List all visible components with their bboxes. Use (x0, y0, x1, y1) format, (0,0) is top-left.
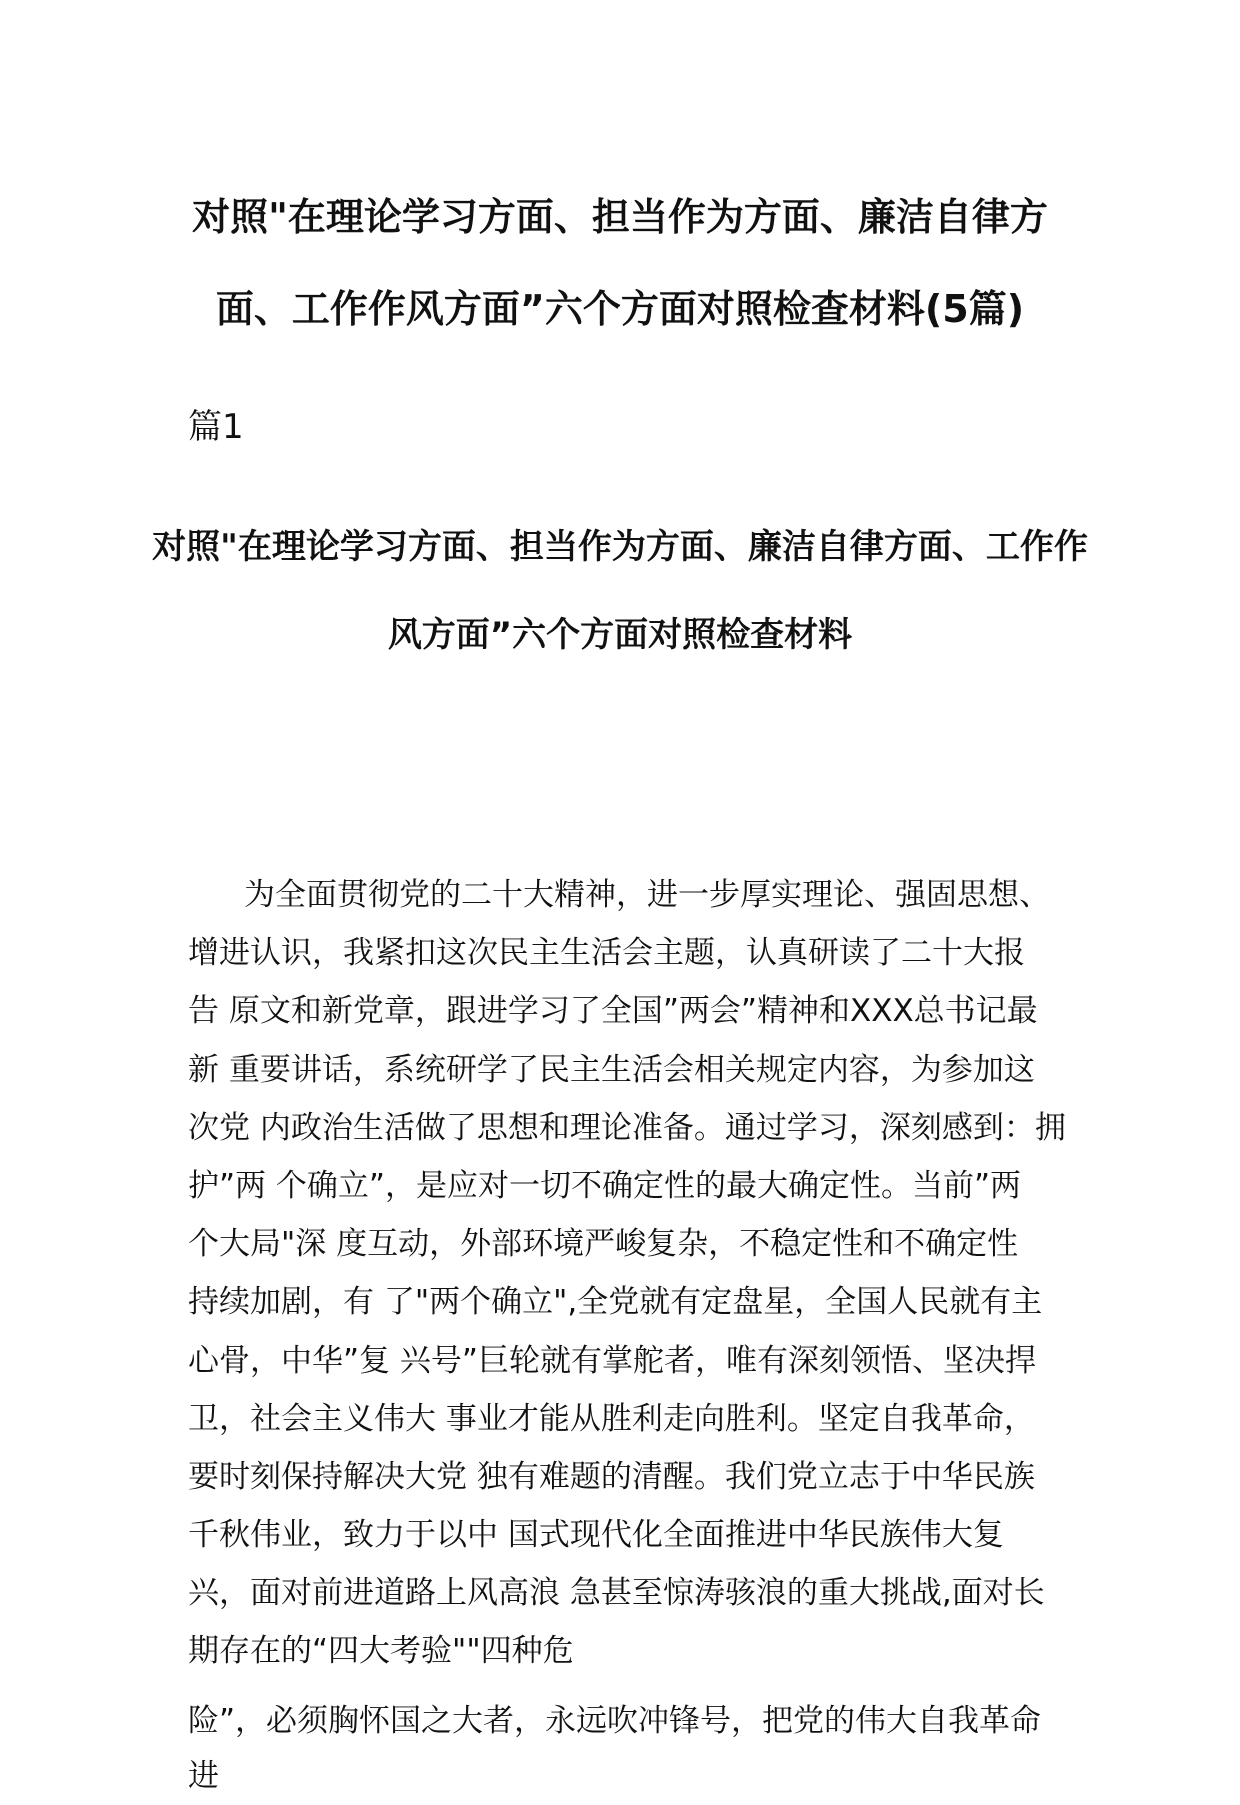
body-line: 为全面贯彻党的二十大精神，进一步厚实理论、强固思想、 (244, 877, 1050, 913)
body-line: 告 原文和新党章，跟进学习了全国”两会”精神和XXX总书记最 (188, 993, 1038, 1030)
section-title-line-1: 对照"在理论学习方面、担当作为方面、廉洁自律方面、工作作 (152, 527, 1088, 567)
body-line: 千秋伟业，致力于以中 国式现代化全面推进中华民族伟大复 (188, 1517, 1004, 1554)
body-line: 进 (188, 1757, 219, 1794)
body-line: 心骨，中华”复 兴号”巨轮就有掌舵者，唯有深刻领悟、坚决捍 (188, 1342, 1036, 1379)
section-title-line-2: 风方面”六个方面对照检查材料 (387, 615, 853, 655)
body-line: 个大局"深 度互动，外部环境严峻复杂，不稳定性和不确定性 (188, 1226, 1019, 1263)
body-line: 护”两 个确立”，是应对一切不确定性的最大确定性。当前”两 (188, 1167, 1022, 1204)
body-paragraph (188, 866, 1068, 1805)
document-title-line-2: 面、工作作风方面”六个方面对照检查材料(5篇) (215, 287, 1025, 331)
body-line: 持续加剧，有 了"两个确立",全党就有定盘星，全国人民就有主 (188, 1284, 1043, 1321)
document-title-line-1: 对照"在理论学习方面、担当作为方面、廉洁自律方 (192, 195, 1048, 239)
body-line: 期存在的“四大考验""四种危 (188, 1633, 574, 1670)
body-line: 要时刻保持解决大党 独有难题的清醒。我们党立志于中华民族 (188, 1458, 1035, 1495)
body-line: 增进认识，我紧扣这次民主生活会主题，认真研读了二十大报 (188, 935, 1025, 972)
body-line: 兴，面对前进道路上风高浪 急甚至惊涛骇浪的重大挑战,面对长 (188, 1575, 1045, 1612)
body-line: 次党 内政治生活做了思想和理论准备。通过学习，深刻感到：拥 (188, 1109, 1066, 1146)
body-line: 新 重要讲话，系统研学了民主生活会相关规定内容，为参加这 (188, 1051, 1035, 1088)
body-line: 险”，必须胸怀国之大者，永远吹冲锋号，把党的伟大自我革命 (188, 1702, 1042, 1739)
section-label: 篇1 (188, 407, 244, 447)
body-line: 卫，社会主义伟大 事业才能从胜利走向胜利。坚定自我革命， (188, 1400, 1035, 1437)
